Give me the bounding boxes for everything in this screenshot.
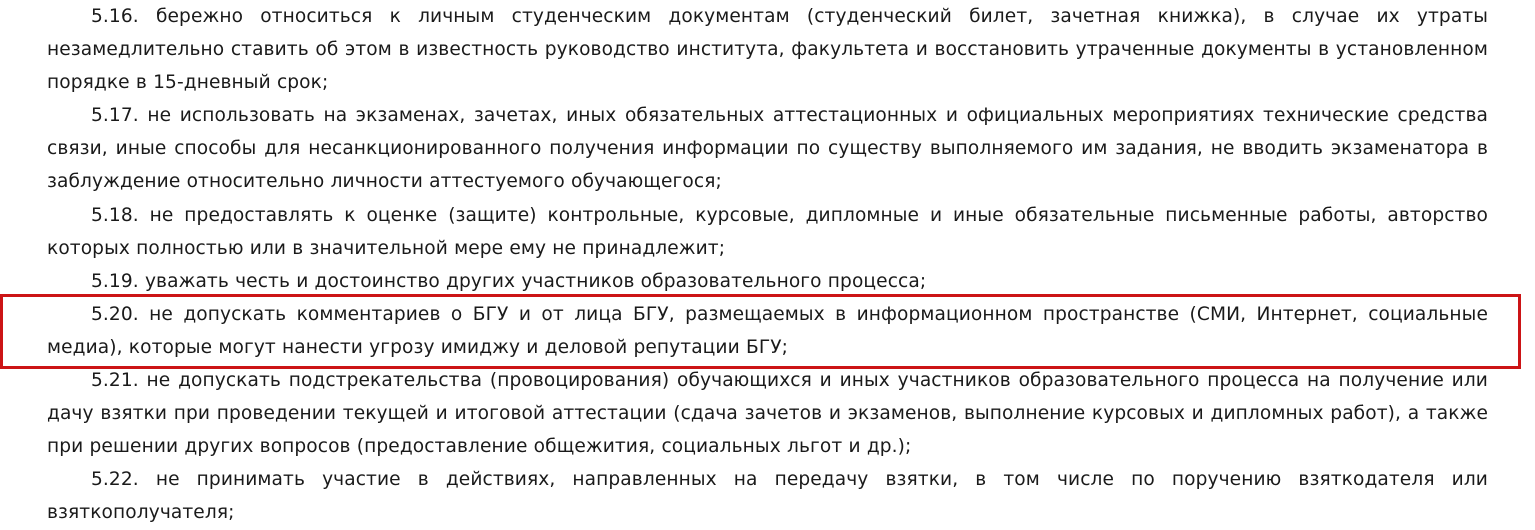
clause-paragraph-5-20: 5.20. не допускать комментариев о БГУ и от лица БГУ, размещаемых в информационном пространстве (СМИ, Интернет, социальные медиа), которые могут нанести угрозу имиджу и деловой репутации БГУ;: [47, 303, 1488, 358]
clause-paragraph-5-16: 5.16. бережно относиться к личным студенческим документам (студенческий билет, зачетная книжка), в случае их утраты незамедлительно ставить об этом в известность руководство института, факультета и восстановить утраченные документы в установленном порядке в 15-дневный срок;: [47, 6, 1488, 94]
clause-paragraph-5-22: 5.22. не принимать участие в действиях, направленных на передачу взятки, в том числе по поручению взяткодателя или взяткополучателя;: [47, 469, 1488, 524]
clause-paragraph-5-17: 5.17. не использовать на экзаменах, зачетах, иных обязательных аттестационных и официальных мероприятиях технические средства связи, иные способы для несанкционированного получения информации по существу выполняемого им задания, не вводить экзаменатора в заблуждение относительно личности аттестуемого обучающегося;: [47, 105, 1488, 193]
clause-paragraph-5-19: 5.19. уважать честь и достоинство других участников образовательного процесса;: [91, 270, 927, 292]
clause-paragraph-5-21: 5.21. не допускать подстрекательства (провоцирования) обучающихся и иных участников образовательного процесса на получение или дачу взятки при проведении текущей и итоговой аттестации (сдача зачетов и экзаменов, выполнение курсовых и дипломных работ), а также при решении других вопросов (предоставление общежития, социальных льгот и др.);: [47, 370, 1488, 458]
clause-paragraph-5-18: 5.18. не предоставлять к оценке (защите) контрольные, курсовые, дипломные и иные обязательные письменные работы, авторство которых полностью или в значительной мере ему не принадлежит;: [47, 204, 1488, 259]
